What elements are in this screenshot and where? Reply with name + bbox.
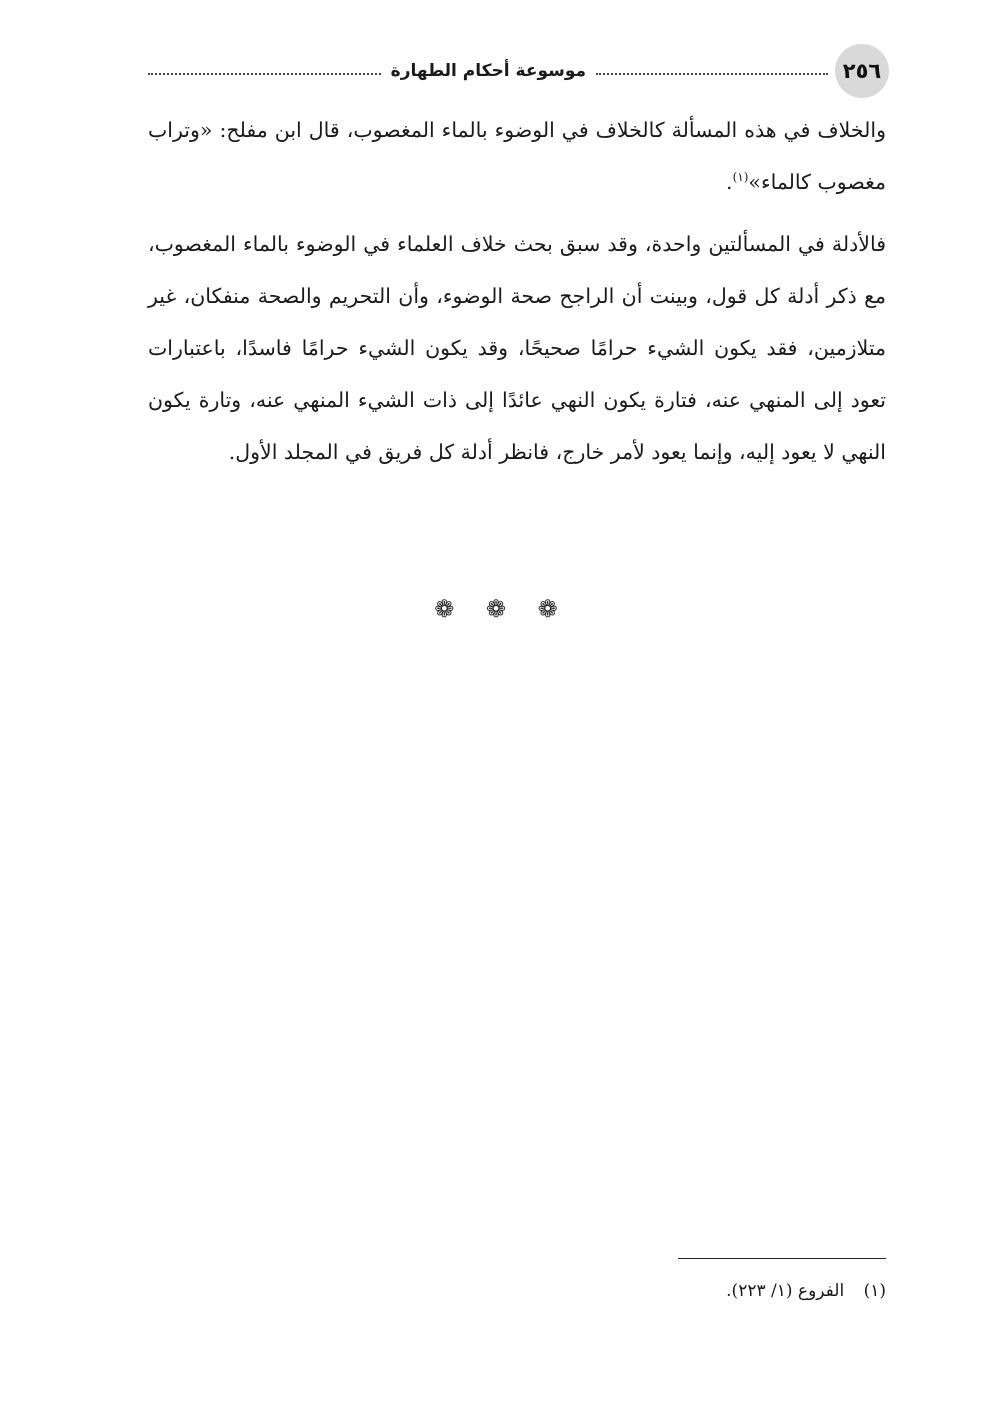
footnote-reference[interactable]: (١) — [732, 170, 749, 185]
page-number: ٢٥٦ — [835, 44, 889, 98]
header-dotted-leader — [148, 73, 381, 75]
paragraph-1-line-1: والخلاف في هذه المسألة كالخلاف في الوضوء بالماء المغصوب، قال ابن مفلح: — [219, 118, 886, 142]
footnote-number: (١) — [863, 1281, 886, 1301]
main-text — [148, 104, 886, 478]
footnote-text: الفروع (١/ ٢٢٣). — [726, 1281, 845, 1301]
running-title: موسوعة أحكام الطهارة — [390, 61, 586, 81]
footnote-separator — [678, 1258, 886, 1259]
header-dotted-leader — [596, 73, 828, 75]
paragraph-1 — [148, 104, 886, 208]
paragraph-2: فالأدلة في المسألتين واحدة، وقد سبق بحث خلاف العلماء في الوضوء بالماء المغصوب، مع ذكر أدلة كل قول، وبينت أن الراجح صحة الوضوء، وأن التحريم والصحة منفكان، غير متلازمين، فقد يكون الشيء حرامًا صحيحًا، وقد يكون الشيء حرامًا فاسدًا، باعتبارات تعود إلى المنهي عنه، فتارة يكون النهي عائدًا إلى ذات الشيء المنهي عنه، وتارة يكون النهي لا يعود إليه، وإنما يعود لأمر خارج، فانظر أدلة كل فريق في المجلد الأول. — [148, 232, 886, 464]
running-header — [148, 56, 828, 86]
section-ornament: ❁ ❁ ❁ — [434, 595, 570, 623]
quotation: «وتراب مغصوب كالماء» — [148, 118, 886, 194]
paragraph-1-end: . — [726, 170, 733, 194]
footnote — [560, 1276, 886, 1306]
